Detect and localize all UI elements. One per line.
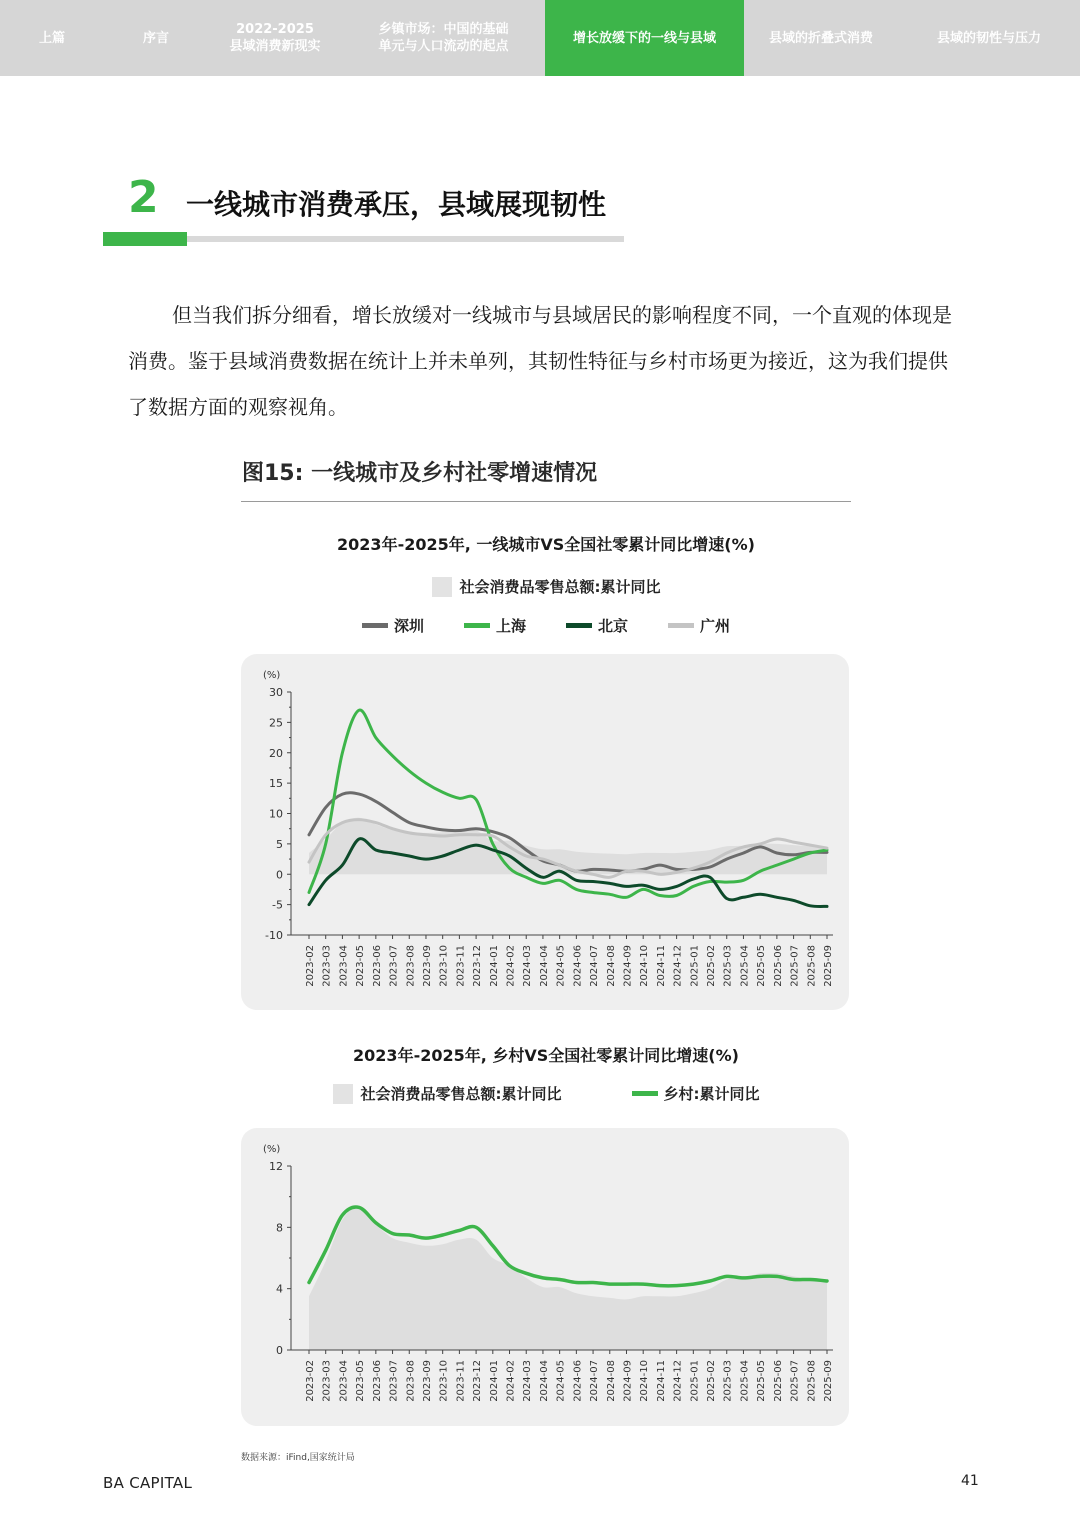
figure-divider (241, 501, 851, 502)
x-tick-label: 2023-08 (405, 945, 417, 987)
x-tick-label: 2024-08 (605, 945, 617, 987)
x-tick-label: 2023-04 (338, 945, 350, 987)
legend-swatch (632, 1091, 658, 1096)
x-tick-label: 2025-05 (756, 1360, 768, 1402)
top-nav (0, 0, 1080, 76)
x-tick-label: 2024-08 (605, 1360, 617, 1402)
legend-label: 深圳 (393, 617, 424, 635)
data-source: 数据来源：iFind,国家统计局 (241, 1453, 355, 1463)
x-tick-label: 2025-02 (706, 1360, 718, 1402)
section-number: 2 (128, 172, 159, 223)
chart2-title: 2023年-2025年, 乡村VS全国社零累计同比增速(%) (353, 1046, 739, 1065)
legend-label: 乡村:累计同比 (663, 1085, 760, 1103)
x-tick-label: 2023-11 (455, 945, 467, 987)
x-tick-label: 2023-03 (321, 1360, 333, 1402)
tab-township-market[interactable] (342, 0, 545, 76)
x-tick-label: 2023-10 (438, 1360, 450, 1402)
x-tick-label: 2023-10 (438, 945, 450, 987)
chart1-svg (241, 654, 849, 1010)
x-tick-label: 2025-02 (706, 945, 718, 987)
page-number: 41 (961, 1473, 979, 1489)
y-tick-label: 5 (276, 837, 283, 851)
chart2-svg (241, 1128, 849, 1426)
x-tick-label: 2024-09 (622, 1360, 634, 1402)
x-tick-label: 2024-05 (555, 1360, 567, 1402)
x-tick-label: 2023-06 (371, 945, 383, 987)
x-tick-label: 2023-11 (455, 1360, 467, 1402)
x-tick-label: 2024-10 (639, 1360, 651, 1402)
legend-label: 广州 (700, 617, 731, 635)
x-tick-label: 2024-06 (572, 1360, 584, 1402)
x-tick-label: 2024-01 (488, 1360, 500, 1402)
x-tick-label: 2023-09 (421, 945, 433, 987)
legend-item-national (432, 576, 661, 597)
x-tick-label: 2024-07 (589, 1360, 601, 1402)
x-tick-label: 2024-10 (639, 945, 651, 987)
x-tick-label: 2023-07 (388, 1360, 400, 1402)
section-title: 一线城市消费承压，县域展现韧性 (186, 188, 607, 221)
x-tick-label: 2024-11 (655, 945, 667, 987)
y-tick-label: -10 (265, 929, 283, 942)
y-tick-label: -5 (272, 898, 283, 912)
x-tick-label: 2024-01 (488, 945, 500, 987)
tab-growth-slowdown[interactable] (545, 0, 744, 76)
x-tick-label: 2024-04 (538, 945, 550, 987)
x-tick-label: 2025-07 (789, 945, 801, 987)
chart1-panel (241, 654, 849, 1010)
legend-label: 社会消费品零售总额:累计同比 (459, 578, 661, 596)
tab-label: 2022-2025 县域消费新现实 (229, 22, 321, 54)
x-tick-label: 2023-05 (355, 945, 367, 987)
chart1-series-legend (241, 615, 851, 636)
x-tick-label: 2024-11 (655, 1360, 667, 1402)
tab-county-reality[interactable] (208, 0, 342, 76)
tab-label: 增长放缓下的一线与县域 (572, 30, 716, 46)
x-tick-label: 2024-06 (572, 945, 584, 987)
legend-item-shanghai (464, 615, 526, 636)
x-tick-label: 2023-07 (388, 945, 400, 987)
x-tick-label: 2025-09 (823, 1360, 834, 1402)
x-tick-label: 2025-09 (823, 945, 834, 987)
y-tick-label: 0 (276, 1344, 283, 1357)
y-tick-label: 15 (269, 777, 283, 791)
x-tick-label: 2025-05 (756, 945, 768, 987)
tab-preface[interactable] (104, 0, 208, 76)
y-tick-label: 25 (269, 716, 283, 730)
figure-title: 图15: 一线城市及乡村社零增速情况 (242, 461, 598, 486)
x-tick-label: 2024-02 (505, 1360, 517, 1402)
x-tick-label: 2023-06 (371, 1360, 383, 1402)
x-tick-label: 2024-04 (538, 1360, 550, 1402)
x-tick-label: 2025-07 (789, 1360, 801, 1402)
x-tick-label: 2023-09 (421, 1360, 433, 1402)
y-tick-label: 20 (269, 746, 283, 760)
x-tick-label: 2023-03 (321, 945, 333, 987)
x-tick-label: 2023-02 (305, 1360, 316, 1402)
x-tick-label: 2025-06 (772, 1360, 784, 1402)
legend-label: 社会消费品零售总额:累计同比 (360, 1085, 562, 1103)
x-tick-label: 2024-05 (555, 945, 567, 987)
x-tick-label: 2025-04 (739, 1360, 751, 1402)
x-tick-label: 2024-03 (522, 945, 534, 987)
x-tick-label: 2024-03 (522, 1360, 534, 1402)
section-underline (186, 236, 624, 242)
y-axis-unit: (%) (263, 670, 281, 681)
legend-swatch (566, 623, 592, 628)
x-tick-label: 2024-12 (672, 945, 684, 987)
legend-swatch (464, 623, 490, 628)
legend-item-beijing (566, 615, 628, 636)
x-tick-label: 2025-08 (806, 945, 818, 987)
legend-item-guangzhou (668, 615, 730, 636)
tab-resilience-pressure[interactable] (898, 0, 1080, 76)
y-tick-label: 4 (276, 1282, 283, 1296)
y-tick-label: 8 (276, 1221, 283, 1235)
section-underline-accent (103, 232, 187, 246)
x-tick-label: 2023-04 (338, 1360, 350, 1402)
y-axis-unit: (%) (263, 1144, 281, 1155)
x-tick-label: 2025-06 (772, 945, 784, 987)
x-tick-label: 2023-05 (355, 1360, 367, 1402)
x-tick-label: 2024-07 (589, 945, 601, 987)
footer-brand: BA CAPITAL (103, 1474, 193, 1492)
x-tick-label: 2024-12 (672, 1360, 684, 1402)
x-tick-label: 2023-08 (405, 1360, 417, 1402)
tab-label: 县域的折叠式消费 (768, 30, 873, 46)
y-tick-label: 10 (269, 807, 283, 821)
chart2-legend (241, 1083, 851, 1104)
x-tick-label: 2025-03 (722, 945, 734, 987)
x-tick-label: 2025-03 (722, 1360, 734, 1402)
legend-item-rural (632, 1083, 760, 1104)
legend-area-swatch (432, 577, 452, 597)
tab-label: 县域的韧性与压力 (936, 30, 1041, 46)
chart1-area-legend (241, 576, 851, 597)
legend-area-swatch (333, 1084, 353, 1104)
x-tick-label: 2024-09 (622, 945, 634, 987)
body-paragraph: 但当我们拆分细看，增长放缓对一线城市与县域居民的影响程度不同，一个直观的体现是消费。鉴于县域消费数据在统计上并未单列，其韧性特征与乡村市场更为接近，这为我们提供了数据方面的观察视角。 (128, 303, 952, 419)
x-tick-label: 2023-12 (472, 945, 484, 987)
tab-label: 序言 (142, 30, 169, 46)
x-tick-label: 2025-01 (689, 945, 701, 987)
y-tick-label: 0 (276, 868, 283, 882)
x-tick-label: 2024-02 (505, 945, 517, 987)
x-tick-label: 2023-12 (472, 1360, 484, 1402)
tab-part-one[interactable] (0, 0, 104, 76)
x-tick-label: 2025-08 (806, 1360, 818, 1402)
y-tick-label: 12 (269, 1160, 283, 1173)
x-tick-label: 2025-04 (739, 945, 751, 987)
chart1-title: 2023年-2025年, 一线城市VS全国社零累计同比增速(%) (337, 535, 755, 554)
legend-label: 上海 (495, 617, 526, 635)
legend-item-national (333, 1083, 562, 1104)
legend-swatch (362, 623, 388, 628)
legend-label: 北京 (598, 617, 629, 635)
legend-item-shenzhen (362, 615, 424, 636)
chart2-panel (241, 1128, 849, 1426)
y-tick-label: 30 (269, 686, 283, 699)
tab-label: 上篇 (38, 30, 65, 46)
tab-label: 乡镇市场：中国的基础 单元与人口流动的起点 (378, 22, 509, 54)
x-tick-label: 2025-01 (689, 1360, 701, 1402)
tab-folded-consumption[interactable] (744, 0, 898, 76)
x-tick-label: 2023-02 (305, 945, 316, 987)
legend-swatch (668, 623, 694, 628)
